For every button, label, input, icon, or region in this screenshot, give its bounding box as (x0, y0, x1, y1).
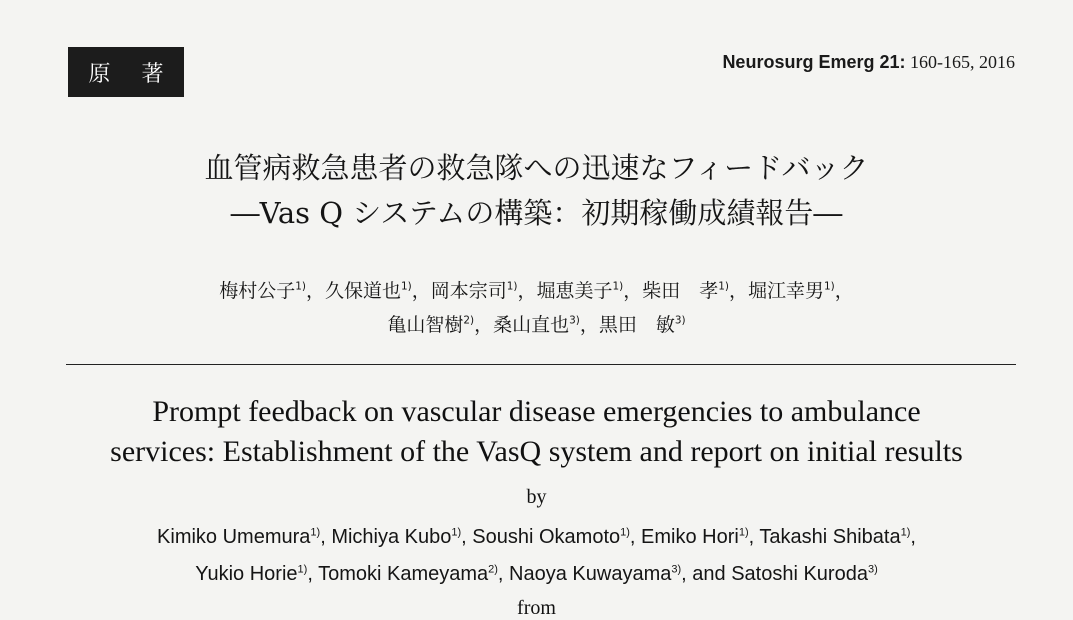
author-separator: ， (474, 314, 494, 336)
author-separator: , (748, 526, 760, 548)
affiliation-mark: 1) (718, 280, 729, 293)
affiliation-mark: 1) (612, 280, 624, 293)
journal-citation (722, 52, 1015, 73)
author-separator: , and (681, 563, 732, 585)
author-separator: , (629, 526, 642, 548)
title-en-line2: services: Establishment of the VasQ system and report on initial results (110, 435, 963, 468)
authors-ja-line2 (0, 310, 1073, 340)
affiliation-mark: 3) (867, 563, 878, 576)
author-name: Michiya Kubo (331, 526, 452, 548)
journal-name: Neurosurg Emerg 21: (722, 52, 906, 72)
author-name: Takashi Shibata (759, 526, 901, 548)
author-separator: ， (579, 314, 599, 336)
from-label: from (517, 597, 556, 619)
affiliation-mark: 1) (401, 280, 412, 293)
author-name: 亀山智樹 (387, 314, 464, 336)
pages-year: 160-165, 2016 (905, 52, 1015, 72)
author-name: Satoshi Kuroda (731, 563, 868, 585)
author-separator: , (461, 526, 473, 548)
author-name: Naoya Kuwayama (509, 563, 672, 585)
authors-en-line2 (0, 563, 1073, 586)
affiliation-mark: 1) (506, 280, 518, 293)
author-name: Soushi Okamoto (472, 526, 621, 548)
author-separator: ， (623, 280, 643, 302)
affiliation-mark: 3) (674, 314, 686, 327)
author-separator: ， (305, 280, 325, 302)
affiliation-mark: 1) (297, 563, 308, 576)
affiliation-mark: 3) (569, 314, 580, 327)
author-name: Tomoki Kameyama (318, 563, 489, 585)
affiliation-mark: 1) (620, 526, 630, 539)
affiliation-mark: 1) (310, 526, 321, 539)
author-name: 堀恵美子 (536, 280, 613, 302)
divider-rule (66, 364, 1016, 365)
author-separator: ， (411, 280, 431, 302)
author-name: 岡本宗司 (430, 280, 507, 302)
author-separator: , (307, 563, 319, 585)
title-ja-line1: 血管病救急患者の救急隊への迅速なフィードバック (204, 151, 869, 185)
affiliation-mark: 2) (463, 314, 475, 327)
author-name: 梅村公子 (219, 280, 296, 302)
author-separator: , (320, 526, 332, 548)
authors-ja-line1 (0, 276, 1073, 306)
author-name: Yukio Horie (195, 563, 298, 585)
article-type-badge: 原 著 (68, 47, 184, 97)
author-separator: , (497, 563, 510, 585)
author-separator: , (910, 526, 916, 548)
author-separator: ， (834, 280, 854, 302)
affiliation-mark: 3) (671, 563, 682, 576)
author-name: 桑山直也 (493, 314, 570, 336)
affiliation-mark: 1) (738, 526, 749, 539)
affiliation-mark: 1) (900, 526, 911, 539)
affiliation-mark: 1) (295, 280, 306, 293)
affiliation-mark: 1) (451, 526, 462, 539)
author-name: 久保道也 (325, 280, 402, 302)
author-separator: ， (728, 280, 748, 302)
title-en-line1: Prompt feedback on vascular disease emergencies to ambulance (152, 395, 921, 428)
affiliation-mark: 2) (488, 563, 498, 576)
author-name: 堀江幸男 (748, 280, 825, 302)
by-label: by (526, 486, 547, 508)
authors-en-line1 (0, 526, 1073, 549)
affiliation-mark: 1) (824, 280, 835, 293)
author-separator: ， (517, 280, 537, 302)
title-ja-line2: ―Vas Q システムの構築：初期稼働成績報告― (230, 196, 843, 230)
author-name: Kimiko Umemura (157, 526, 311, 548)
author-name: 柴田 孝 (642, 280, 719, 302)
author-name: Emiko Hori (641, 526, 739, 548)
author-name: 黒田 敏 (598, 314, 675, 336)
